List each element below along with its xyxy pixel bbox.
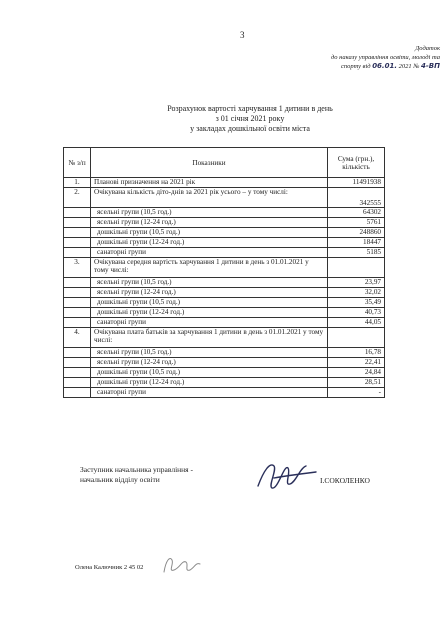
row-indicator: Очікувана плата батьків за харчування 1 дитини в день з 01.01.2021 у тому числі: [91, 328, 328, 348]
table-row [64, 388, 385, 398]
row-number [64, 238, 91, 248]
header-number: № з/п [64, 148, 91, 178]
row-indicator: дошкільні групи (12-24 год.) [91, 378, 328, 388]
header-sum: Сума (грн.), кількість [328, 148, 385, 178]
row-indicator: Планові призначення на 2021 рік [91, 178, 328, 188]
table-row [64, 328, 385, 348]
table-row [64, 378, 385, 388]
row-number [64, 308, 91, 318]
row-value: 32,02 [328, 288, 385, 298]
table-row [64, 238, 385, 248]
row-number: 4. [64, 328, 91, 348]
header-indicator: Показники [91, 148, 328, 178]
row-indicator: ясельні групи (10,5 год.) [91, 278, 328, 288]
row-value [328, 328, 385, 348]
row-value: 342555 [328, 188, 385, 208]
table-row [64, 358, 385, 368]
row-indicator: ясельні групи (10,5 год.) [91, 208, 328, 218]
row-indicator: дошкільні групи (12-24 год.) [91, 238, 328, 248]
table-row [64, 318, 385, 328]
row-number [64, 278, 91, 288]
row-number: 1. [64, 178, 91, 188]
row-value: 35,49 [328, 298, 385, 308]
row-value [328, 258, 385, 278]
executor-contact: Олена Калючник 2 45 02 [75, 564, 144, 571]
handwritten-date: 06.01. [372, 62, 397, 70]
title-line-1: Розрахунок вартості харчування 1 дитини в день [167, 104, 333, 113]
calculation-table [63, 147, 385, 398]
row-value: 24,84 [328, 368, 385, 378]
row-indicator: дошкільні групи (12-24 год.) [91, 308, 328, 318]
row-number [64, 358, 91, 368]
signatory-title [80, 465, 240, 485]
title-line-2: з 01 січня 2021 року [215, 114, 285, 123]
row-indicator: дошкільні групи (10,5 год.) [91, 298, 328, 308]
handwritten-signature [250, 456, 320, 496]
table-row [64, 308, 385, 318]
row-indicator: дошкільні групи (10,5 год.) [91, 228, 328, 238]
row-value: 44,05 [328, 318, 385, 328]
appendix-year-number-label: 2021 № [398, 63, 420, 70]
table-row [64, 298, 385, 308]
row-value: 22,41 [328, 358, 385, 368]
table-row [64, 178, 385, 188]
row-indicator: Очікувана кількість діто-днів за 2021 рік усього – у тому числі: [91, 188, 328, 208]
appendix-block [270, 45, 440, 72]
row-value: 5185 [328, 248, 385, 258]
row-value: 64302 [328, 208, 385, 218]
row-indicator: Очікувана середня вартість харчування 1 дитини в день з 01.01.2021 у тому числі: [91, 258, 328, 278]
row-number [64, 218, 91, 228]
row-indicator: ясельні групи (12-24 год.) [91, 358, 328, 368]
row-number [64, 318, 91, 328]
row-indicator: санаторні групи [91, 318, 328, 328]
row-indicator: санаторні групи [91, 388, 328, 398]
signatory-title-line-1: Заступник начальника управління - [80, 465, 193, 474]
row-number [64, 288, 91, 298]
row-number [64, 298, 91, 308]
table-row [64, 228, 385, 238]
table-row [64, 248, 385, 258]
handwritten-order-number: 4-ВП [421, 62, 440, 70]
row-indicator: санаторні групи [91, 248, 328, 258]
signatory-name: І.СОКОЛЕНКО [320, 476, 370, 485]
table-row [64, 208, 385, 218]
table-row [64, 368, 385, 378]
row-number [64, 368, 91, 378]
row-number: 2. [64, 188, 91, 208]
row-number [64, 388, 91, 398]
table-row [64, 348, 385, 358]
table-row [64, 278, 385, 288]
appendix-line-3 [270, 62, 440, 72]
appendix-line-1: Додаток [415, 45, 440, 52]
table-row [64, 188, 385, 208]
row-value: 5761 [328, 218, 385, 228]
row-number [64, 348, 91, 358]
appendix-line-2: до наказу управління освіти, молоді та [331, 53, 440, 61]
row-number [64, 378, 91, 388]
table-row [64, 288, 385, 298]
row-indicator: ясельні групи (12-24 год.) [91, 218, 328, 228]
appendix-date-prefix: спорту від [341, 63, 371, 70]
row-value: 11491938 [328, 178, 385, 188]
row-value: - [328, 388, 385, 398]
handwritten-initials [160, 552, 205, 578]
table-row [64, 218, 385, 228]
document-title [130, 104, 370, 134]
table-header-row [64, 148, 385, 178]
row-value: 40,73 [328, 308, 385, 318]
row-value: 16,78 [328, 348, 385, 358]
row-indicator: ясельні групи (12-24 год.) [91, 288, 328, 298]
row-value: 248860 [328, 228, 385, 238]
signatory-title-line-2: начальник відділу освіти [80, 475, 160, 484]
row-indicator: ясельні групи (10,5 год.) [91, 348, 328, 358]
row-number [64, 228, 91, 238]
row-value: 28,51 [328, 378, 385, 388]
row-value: 18447 [328, 238, 385, 248]
row-value: 23,97 [328, 278, 385, 288]
title-line-3: у закладах дошкільної освіти міста [190, 124, 310, 133]
table-row [64, 258, 385, 278]
row-number: 3. [64, 258, 91, 278]
row-indicator: дошкільні групи (10,5 год.) [91, 368, 328, 378]
row-number [64, 248, 91, 258]
page-number: 3 [240, 30, 245, 40]
row-number [64, 208, 91, 218]
